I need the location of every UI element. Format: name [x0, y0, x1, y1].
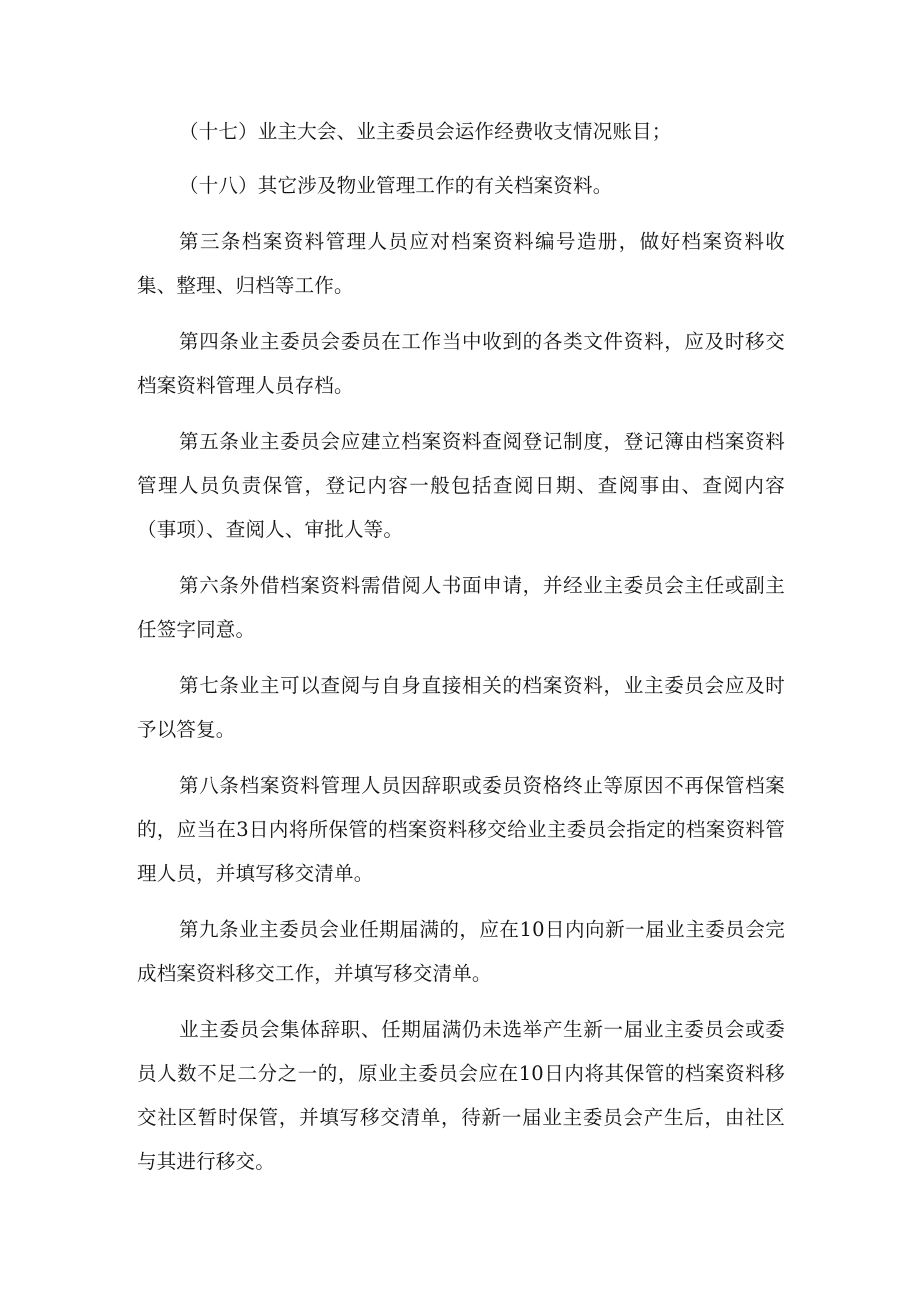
- paragraph-article-7: 第七条业主可以查阅与自身直接相关的档案资料，业主委员会应及时予以答复。: [137, 674, 785, 741]
- paragraph-collective-resignation: 业主委员会集体辞职、任期届满仍未选举产生新一届业主委员会或委员人数不足二分之一的，原业主委员会应在10日内将其保管的档案资料移交社区暂时保管，并填写移交清单，待新一届业主委员会产生后，由社区与其进行移交。: [137, 1018, 785, 1173]
- document-page: [137, 110, 785, 1184]
- paragraph-article-5: 第五条业主委员会应建立档案资料查阅登记制度，登记簿由档案资料管理人员负责保管，登记内容一般包括查阅日期、查阅事由、查阅内容（事项）、查阅人、审批人等。: [137, 430, 785, 541]
- paragraph-article-8: 第八条档案资料管理人员因辞职或委员资格终止等原因不再保管档案的，应当在3日内将所保管的档案资料移交给业主委员会指定的档案资料管理人员，并填写移交清单。: [137, 774, 785, 885]
- paragraph-article-3: 第三条档案资料管理人员应对档案资料编号造册，做好档案资料收集、整理、归档等工作。: [137, 230, 785, 297]
- paragraph-item-18: （十八）其它涉及物业管理工作的有关档案资料。: [179, 174, 613, 197]
- paragraph-article-4: 第四条业主委员会委员在工作当中收到的各类文件资料，应及时移交档案资料管理人员存档。: [137, 330, 785, 397]
- paragraph-article-6: 第六条外借档案资料需借阅人书面申请，并经业主委员会主任或副主任签字同意。: [137, 574, 785, 641]
- paragraph-item-17: （十七）业主大会、业主委员会运作经费收支情况账目；: [179, 120, 672, 143]
- paragraph-article-9: 第九条业主委员会业任期届满的，应在10日内向新一届业主委员会完成档案资料移交工作，并填写移交清单。: [137, 918, 785, 985]
